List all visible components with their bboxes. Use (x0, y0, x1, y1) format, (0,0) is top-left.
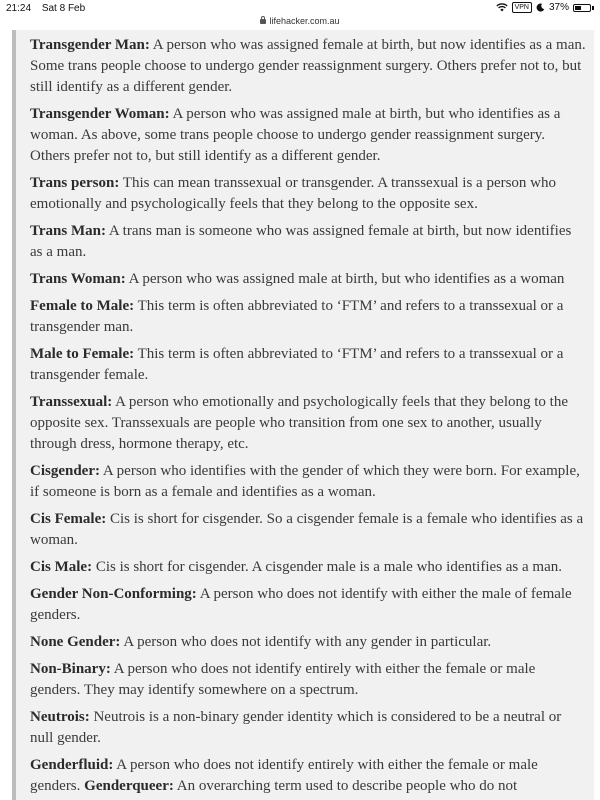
term-name: None Gender: (30, 634, 121, 650)
term-definition: A person who was assigned female at birth, but now identifies as a man. Some trans people choose to undergo gender reassignment surgery. Others prefer not to, but still identify as a different gender. (30, 37, 586, 95)
battery-percent: 37% (548, 2, 569, 13)
term-entry (30, 269, 586, 290)
term-name: Genderfluid: (30, 757, 114, 773)
status-bar (0, 0, 600, 16)
term-name: Trans Man: (30, 223, 106, 239)
term-name: Transgender Man: (30, 37, 150, 53)
lock-icon (260, 19, 266, 24)
term-entry (30, 584, 586, 626)
term-definition: A trans man is someone who was assigned female at birth, but now identifies as a man. (30, 223, 572, 260)
term-name: Cis Female: (30, 511, 107, 527)
term-definition-secondary: An overarching term used to describe people who do not (173, 778, 518, 794)
status-left (6, 3, 93, 14)
term-definition: This term is often abbreviated to ‘FTM’ and refers to a transsexual or a transgender female. (30, 346, 564, 383)
term-entry (30, 173, 586, 215)
term-definition: A person who identifies with the gender of which they were born. For example, if someone is born as a female and identifies as a woman. (30, 463, 580, 500)
term-name: Gender Non-Conforming: (30, 586, 197, 602)
article-blockquote (12, 30, 594, 800)
status-right (496, 2, 594, 13)
term-definition: This term is often abbreviated to ‘FTM’ and refers to a transsexual or a transgender man. (30, 298, 564, 335)
term-name: Transgender Woman: (30, 106, 170, 122)
term-definition: A person who does not identify entirely with either the female or male genders. They may identify somewhere on a spectrum. (30, 661, 536, 698)
term-name: Trans person: (30, 175, 120, 191)
term-entry (30, 659, 586, 701)
term-entry (30, 344, 586, 386)
status-time: 21:24 (6, 3, 32, 14)
term-name: Cisgender: (30, 463, 100, 479)
wifi-icon (496, 3, 508, 12)
term-definition: A person who does not identify entirely with either the female or male genders. (30, 757, 538, 794)
status-date: Sat 8 Feb (41, 3, 86, 14)
term-entry (30, 509, 586, 551)
term-entry (30, 104, 586, 167)
term-entry (30, 707, 586, 749)
term-entry (30, 755, 586, 797)
term-entry (30, 392, 586, 455)
url-bar[interactable] (0, 16, 600, 30)
term-entry (30, 632, 586, 653)
term-entry (30, 461, 586, 503)
term-definition: Cis is short for cisgender. So a cisgender female is a female who identifies as a woman. (30, 511, 584, 548)
term-definition: Neutrois is a non-binary gender identity which is considered to be a neutral or null gender. (30, 709, 562, 746)
term-entry (30, 221, 586, 263)
term-name: Neutrois: (30, 709, 90, 725)
term-definition: This can mean transsexual or transgender. A transsexual is a person who emotionally and psychologically feels that they belong to the opposite sex. (30, 175, 557, 212)
term-definition: A person who was assigned male at birth, but who identifies as a woman (125, 271, 565, 287)
term-definition: Cis is short for cisgender. A cisgender male is a male who identifies as a man. (92, 559, 562, 575)
term-entry (30, 296, 586, 338)
term-name: Male to Female: (30, 346, 135, 362)
url-text: lifehacker.com.au (269, 16, 340, 26)
vpn-badge: VPN (512, 2, 532, 13)
term-entry (30, 35, 586, 98)
term-name: Female to Male: (30, 298, 135, 314)
term-name: Cis Male: (30, 559, 93, 575)
term-definition: A person who was assigned male at birth, but who identifies as a woman. As above, some trans people choose to undergo gender reassignment surgery. Others prefer not to, but still identify as a different gender. (30, 106, 561, 164)
term-name: Transsexual: (30, 394, 113, 410)
battery-tip-icon (592, 6, 594, 10)
term-definition: A person who does not identify with either the male of female genders. (30, 586, 572, 623)
term-name-secondary: Genderqueer: (84, 778, 174, 794)
battery-icon (573, 4, 591, 12)
term-entry (30, 557, 586, 578)
term-definition: A person who does not identify with any gender in particular. (120, 634, 492, 650)
term-name: Trans Woman: (30, 271, 126, 287)
term-definition: A person who emotionally and psychologically feels that they belong to the opposite sex. Transsexuals are people who transition from one sex to another, usually through dress, hormone therapy, etc. (30, 394, 568, 452)
moon-icon (536, 3, 545, 12)
term-name: Non-Binary: (30, 661, 111, 677)
